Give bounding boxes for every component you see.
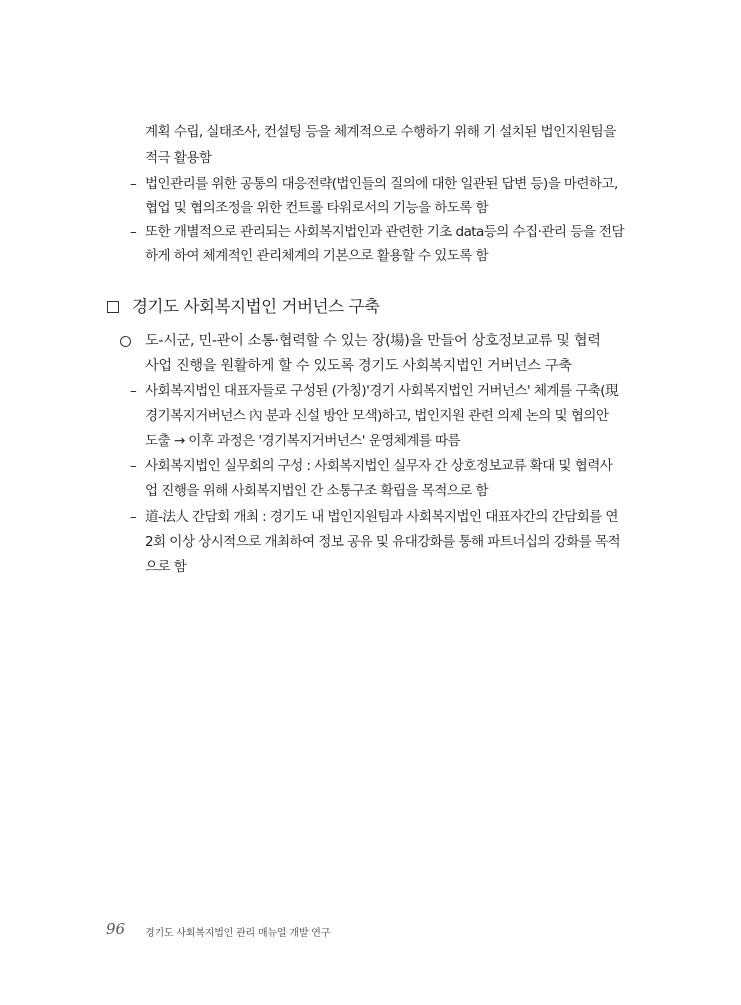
section-square-icon — [107, 301, 119, 313]
bullet-line: 법인관리를 위한 공통의 대응전략(법인들의 질의에 대한 일관된 답변 등)을 마련하고, — [145, 176, 618, 192]
bullet-line: 사회복지법인 대표자들로 구성된 (가칭)'경기 사회복지법인 거버넌스' 체계를 구축(現 — [145, 383, 618, 399]
sub-item-line: 도-시군, 민-관이 소통·협력할 수 있는 장(場)을 만들어 상호정보교류 및 협력 — [145, 333, 601, 349]
bullet-line: 道-法人 간담회 개최 : 경기도 내 법인지원팀과 사회복지법인 대표자간의 간담회를 연 — [145, 509, 618, 525]
bullet-dash: – — [130, 176, 137, 192]
circle-bullet-icon — [120, 336, 131, 347]
bullet-dash: – — [130, 383, 137, 399]
bullet-line: 으로 함 — [145, 559, 187, 575]
intro-line: 계획 수립, 실태조사, 컨설팅 등을 체계적으로 수행하기 위해 기 설치된 법인지원팀을 — [145, 124, 616, 140]
bullet-line: 협업 및 협의조정을 위한 컨트롤 타워로서의 기능을 하도록 함 — [145, 200, 489, 216]
bullet-dash: – — [130, 509, 137, 525]
bullet-dash: – — [130, 458, 137, 474]
bullet-line: 또한 개별적으로 관리되는 사회복지법인과 관련한 기초 data등의 수집·관리 등을 전담 — [145, 224, 624, 240]
bullet-line: 하게 하여 체계적인 관리체계의 기본으로 활용할 수 있도록 함 — [145, 248, 489, 264]
bullet-line: 도출 → 이후 과정은 '경기복지거버넌스' 운영체계를 따름 — [145, 433, 461, 449]
sub-item-line: 사업 진행을 원활하게 할 수 있도록 경기도 사회복지법인 거버넌스 구축 — [145, 358, 572, 374]
bullet-line: 사회복지법인 실무회의 구성 : 사회복지법인 실무자 간 상호정보교류 확대 및 협력사 — [145, 458, 613, 474]
bullet-line: 경기복지거버넌스 內 분과 신설 방안 모색)하고, 법인지원 관련 의제 논의 및 협의안 — [145, 408, 609, 424]
page-number: 96 — [106, 920, 126, 938]
section-heading: 경기도 사회복지법인 거버넌스 구축 — [132, 297, 380, 316]
bullet-line: 2회 이상 상시적으로 개최하여 정보 공유 및 유대강화를 통해 파트너십의 강화를 목적 — [145, 534, 621, 550]
footer-title: 경기도 사회복지법인 관리 매뉴얼 개발 연구 — [145, 928, 331, 939]
bullet-dash: – — [130, 224, 137, 240]
bullet-line: 업 진행을 위해 사회복지법인 간 소통구조 확립을 목적으로 함 — [145, 483, 489, 499]
intro-line: 적극 활용함 — [145, 150, 212, 166]
